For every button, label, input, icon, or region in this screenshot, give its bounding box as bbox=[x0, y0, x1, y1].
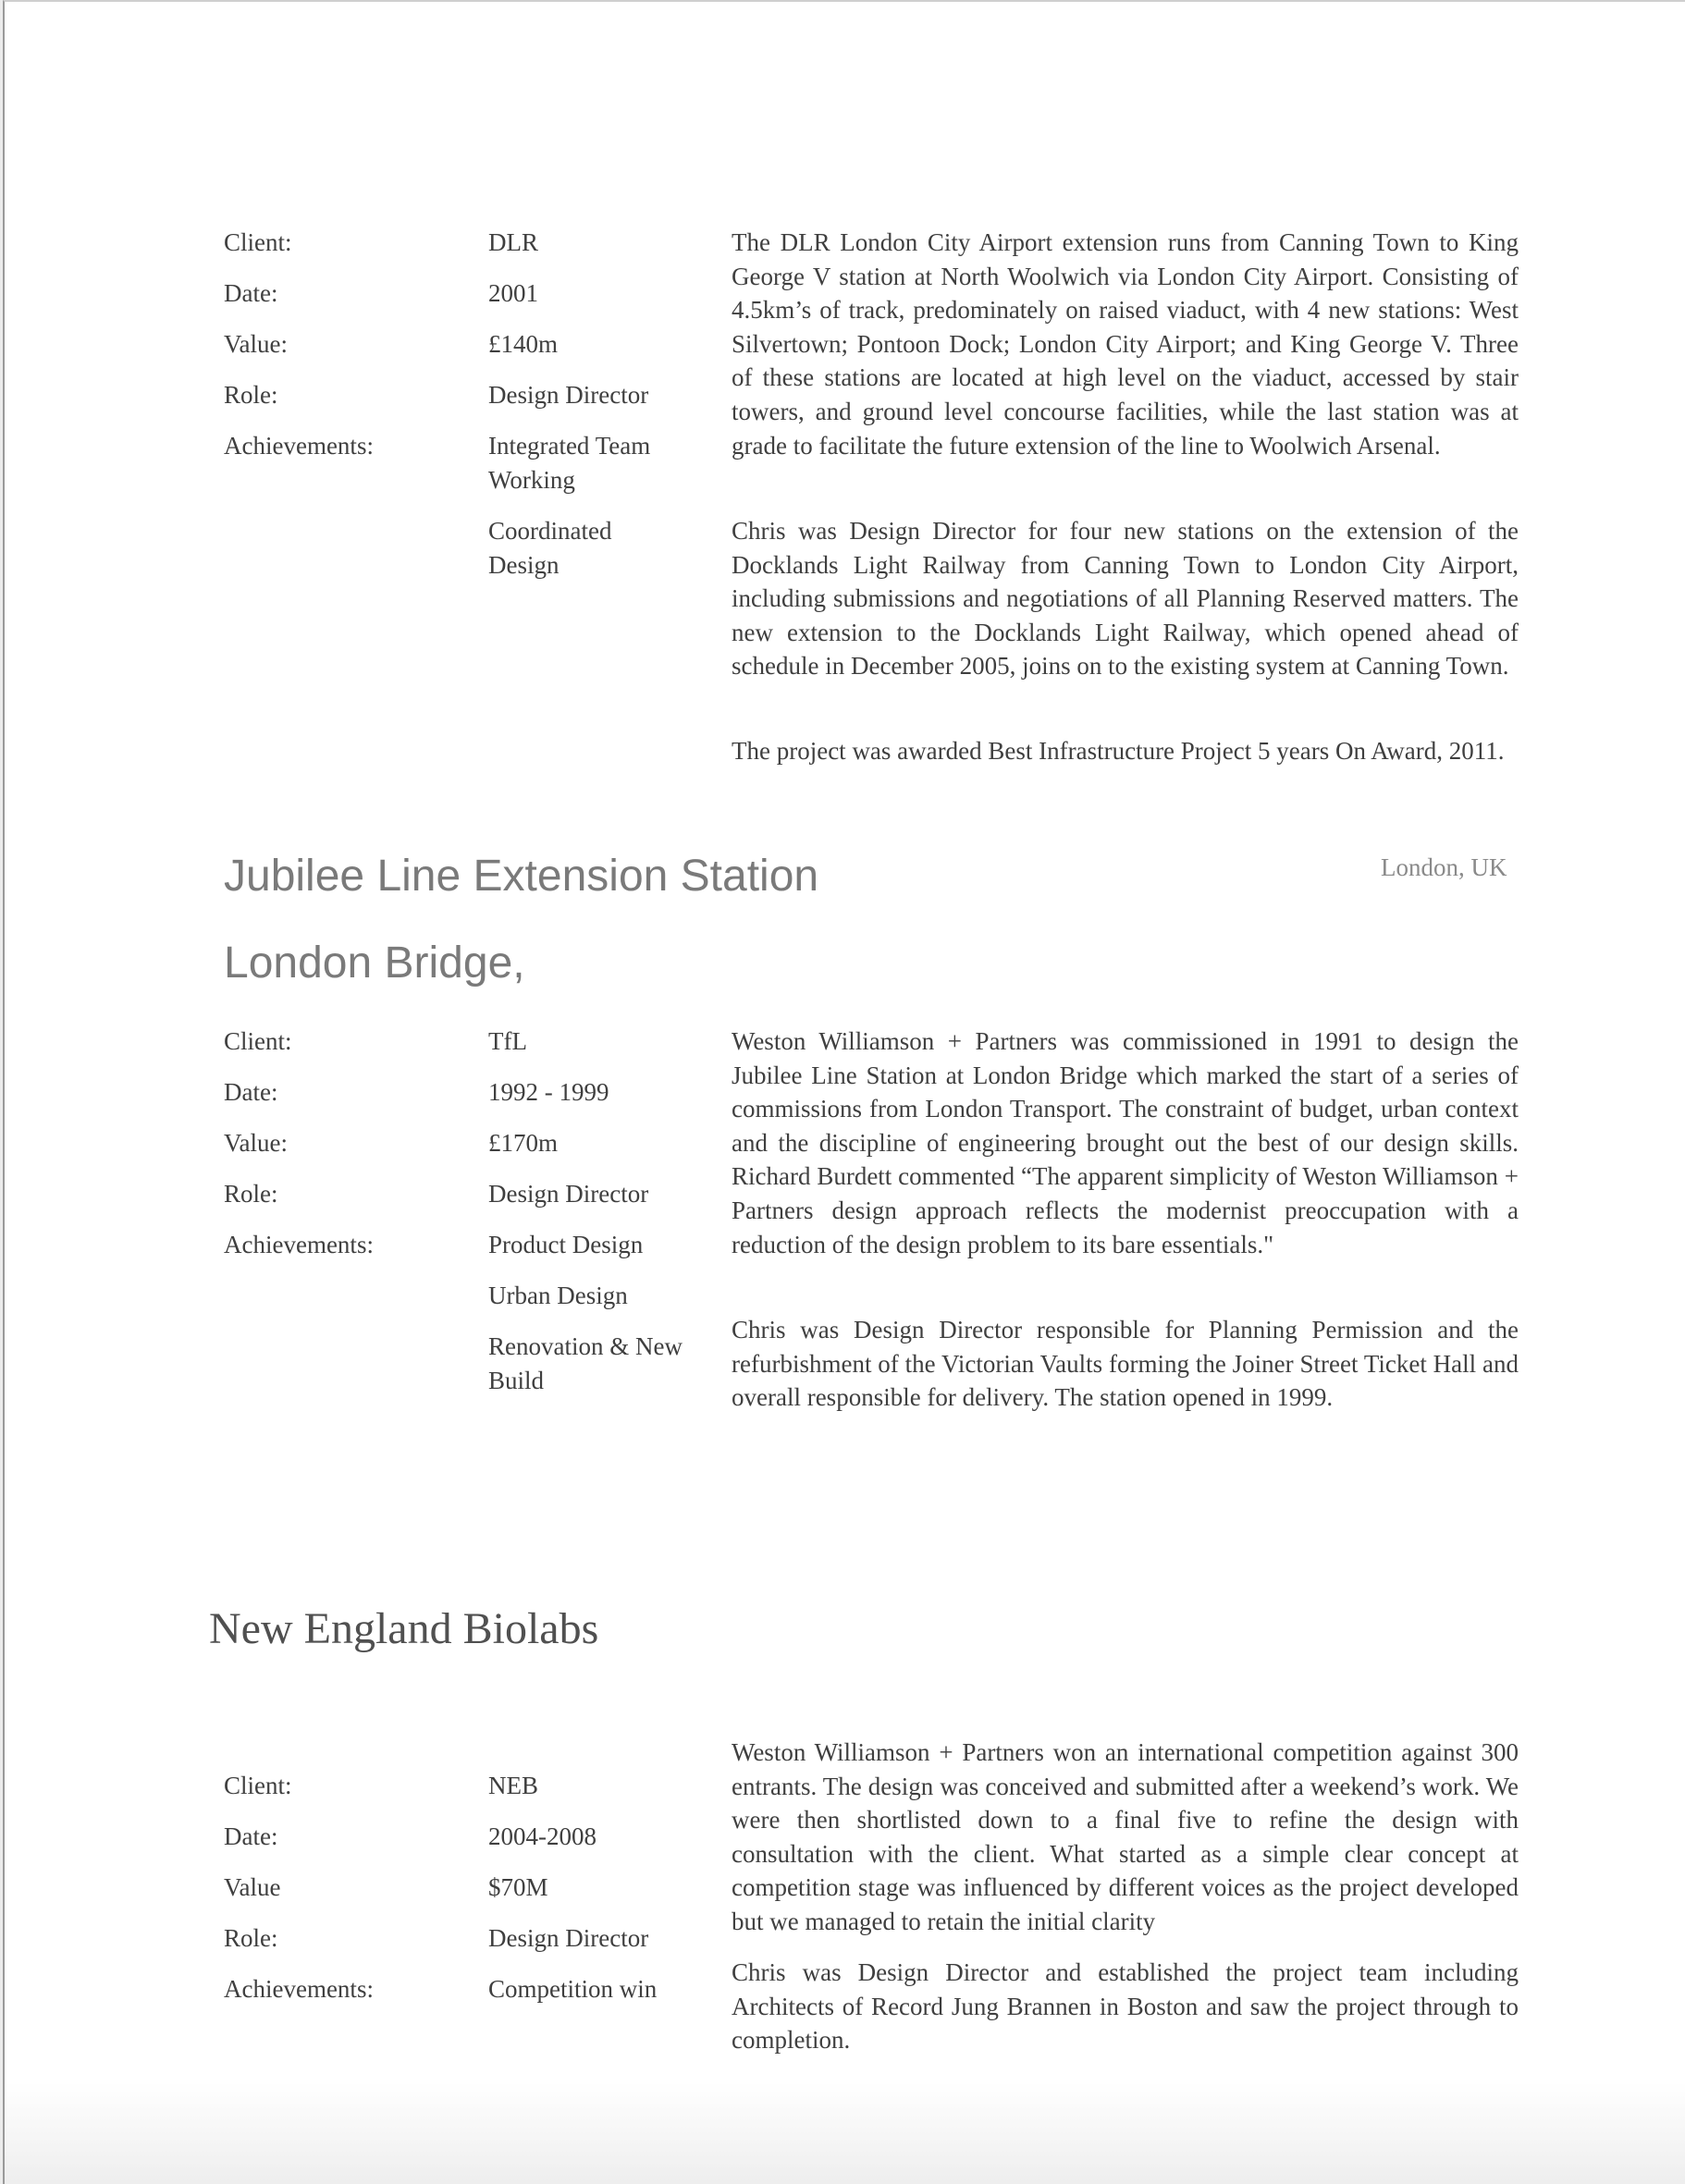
label-client: Client: bbox=[224, 1772, 292, 1799]
description-paragraph: Chris was Design Director responsible for Planning Permission and the refurbishment of the Victorian Vaults forming the Joiner Street Ticket Hall and overall responsible for delivery. The station opened in 1999. bbox=[732, 1316, 1519, 1412]
value-date: 2001 bbox=[488, 279, 538, 307]
value-role: Design Director bbox=[488, 1180, 649, 1208]
value-date: 2004-2008 bbox=[488, 1822, 597, 1850]
page-bottom-shadow bbox=[5, 2082, 1685, 2184]
label-date: Date: bbox=[224, 279, 278, 307]
label-date: Date: bbox=[224, 1078, 278, 1106]
label-value: Value bbox=[224, 1873, 281, 1901]
project-title-line2: London Bridge, bbox=[224, 939, 525, 988]
label-value: Value: bbox=[224, 1129, 288, 1157]
value-date: 1992 - 1999 bbox=[488, 1078, 609, 1106]
project-title-line1: Jubilee Line Extension Station bbox=[224, 852, 819, 901]
achievement-item: Coordinated Design bbox=[488, 517, 612, 579]
achievement-item: Renovation & New Build bbox=[488, 1332, 683, 1394]
achievement-item: Competition win bbox=[488, 1975, 658, 2003]
label-client: Client: bbox=[224, 1027, 292, 1055]
label-achievements: Achievements: bbox=[224, 432, 374, 460]
value-client: DLR bbox=[488, 228, 538, 256]
value-value: $70M bbox=[488, 1873, 548, 1901]
value-value: £170m bbox=[488, 1129, 559, 1157]
label-achievements: Achievements: bbox=[224, 1231, 374, 1258]
description-paragraph: Weston Williamson + Partners won an international competition against 300 entrants. The design was conceived and submitted after a weekend’s work. We were then shortlisted down to a final five to refine the design with consultation with the client. What started as a simple clear concept at competition stage was influenced by different voices as the project developed but we managed to retain the initial clarity bbox=[732, 1738, 1519, 1935]
document-page bbox=[3, 0, 1685, 2184]
description-paragraph: Chris was Design Director for four new stations on the extension of the Docklands Light Railway from Canning Town to London City Airport, including submissions and negotiations of all Planning Reserved matters. The new extension to the Docklands Light Railway, which opened ahead of schedule in December 2005, joins on to the existing system at Canning Town. bbox=[732, 517, 1519, 681]
description-paragraph: The DLR London City Airport extension runs from Canning Town to King George V station at North Woolwich via London City Airport. Consisting of 4.5km’s of track, predominately on raised viaduct, with 4 new stations: West Silvertown; Pontoon Dock; London City Airport; and King George V. Three of these stations are located at high level on the viaduct, accessed by stair towers, and ground level concourse facilities, while the last station was at grade to facilitate the future extension of the line to Woolwich Arsenal. bbox=[732, 228, 1519, 460]
label-value: Value: bbox=[224, 330, 288, 358]
value-role: Design Director bbox=[488, 1924, 649, 1952]
project-neb bbox=[224, 1736, 1519, 2068]
label-achievements: Achievements: bbox=[224, 1975, 374, 2003]
value-client: NEB bbox=[488, 1772, 538, 1799]
description-paragraph: Chris was Design Director and established the project team including Architects of Record Jung Brannen in Boston and saw the project through to completion. bbox=[732, 1958, 1519, 2055]
description-paragraph: The project was awarded Best Infrastructure Project 5 years On Award, 2011. bbox=[732, 737, 1505, 765]
value-value: £140m bbox=[488, 330, 559, 358]
project-jubilee bbox=[224, 1025, 1519, 1413]
project-dlr bbox=[224, 226, 1519, 799]
value-client: TfL bbox=[488, 1027, 527, 1055]
project-location: London, UK bbox=[1381, 853, 1507, 881]
label-role: Role: bbox=[224, 1924, 278, 1952]
value-role: Design Director bbox=[488, 381, 649, 409]
description-paragraph: Weston Williamson + Partners was commissioned in 1991 to design the Jubilee Line Station at London Bridge which marked the start of a series of commissions from London Transport. The constraint of budget, urban context and the discipline of engineering brought out the best of our design skills. Richard Burdett commented “The apparent simplicity of Weston Williamson + Partners design approach reflects the modernist preoccupation with a reduction of the design problem to its bare essentials." bbox=[732, 1027, 1519, 1258]
project-title: New England Biolabs bbox=[209, 1604, 599, 1653]
achievement-item: Product Design bbox=[488, 1231, 644, 1258]
label-date: Date: bbox=[224, 1822, 278, 1850]
label-client: Client: bbox=[224, 228, 292, 256]
label-role: Role: bbox=[224, 381, 278, 409]
achievement-item: Integrated Team Working bbox=[488, 432, 651, 494]
achievement-item: Urban Design bbox=[488, 1282, 628, 1309]
label-role: Role: bbox=[224, 1180, 278, 1208]
